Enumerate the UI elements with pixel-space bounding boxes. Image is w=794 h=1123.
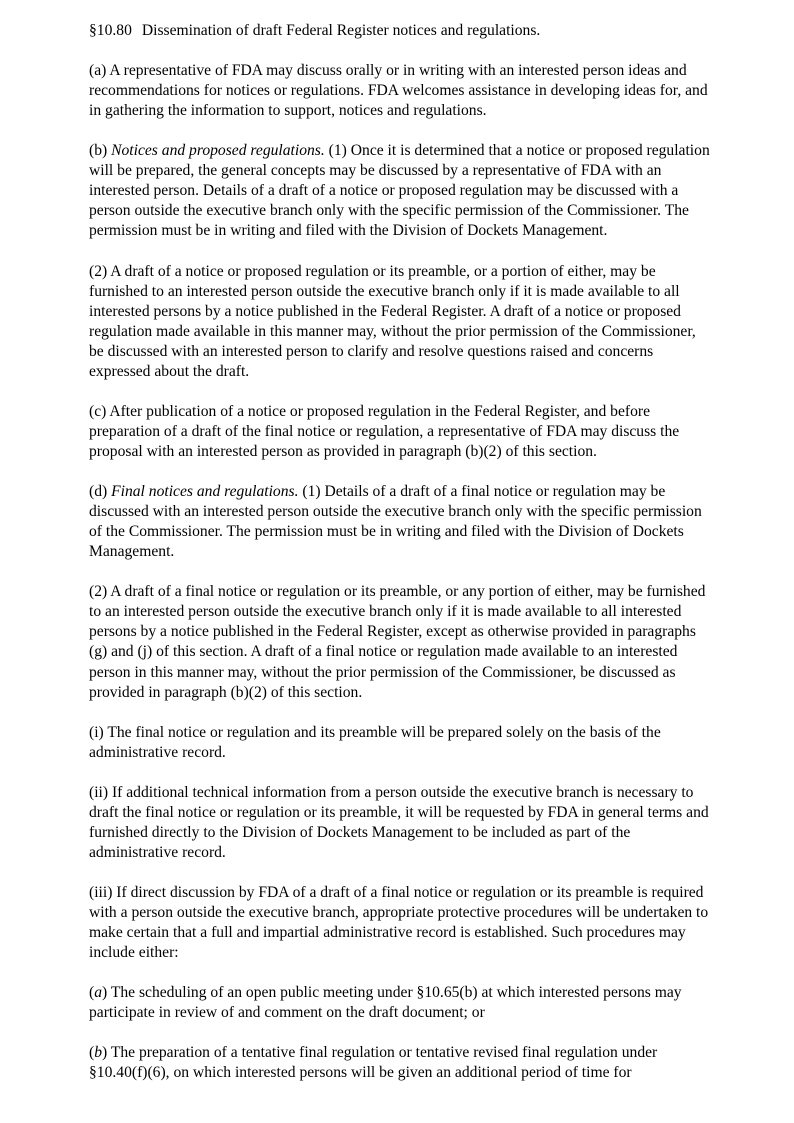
paragraph-sub-a [89,983,713,1023]
paragraph-d-text: (1) Details of a draft of a final notice or regulation may be discussed with an interested person outside the executive branch only with the specific permission of the Commissioner. The permission must be in writing and filed with the Division of Dockets Management. [89,483,702,561]
sub-a-letter: a [94,984,102,1002]
paragraph-b1 [89,141,713,241]
section-title: Dissemination of draft Federal Register notices and regulations. [141,22,541,39]
paragraph-ii: (ii) If additional technical information from a person outside the executive branch is necessary to draft the final notice or regulation or its preamble, it will be requested by FDA in general terms and furnished directly to the Division of Dockets Management to be included as part of the administrative record. [89,783,709,861]
paragraph-iii: (iii) If direct discussion by FDA of a draft of a final notice or regulation or its preamble is required with a person outside the executive branch, appropriate protective procedures will be undertaken to make certain that a full and impartial administrative record is established. Such procedures may include either: [89,884,709,962]
document-page [89,21,713,1104]
section-heading [89,21,713,41]
paragraph-sub-b [89,1043,713,1083]
paragraph-d2: (2) A draft of a final notice or regulation or its preamble, or any portion of either, may be furnished to an interested person outside the executive branch only if it is made available to all interested persons by a notice published in the Federal Register, except as otherwise provided in paragraphs (g) and (j) of this section. A draft of a final notice or regulation made available to an interested person in this manner may, without the prior permission of the Commissioner, be discussed as provided in paragraph (b)(2) of this section. [89,583,706,701]
sub-a-close-paren: ) [102,984,108,1002]
sub-b-open-paren: ( [89,1044,95,1062]
paragraph-a: (a) A representative of FDA may discuss orally or in writing with an interested person ideas and recommendations for notices or regulations. FDA welcomes assistance in developing ideas for, and in gathering the information to support, notices and regulations. [89,62,708,120]
paragraph-d-heading: Final notices and regulations. [111,483,299,501]
paragraph-d-label: (d) [89,483,108,501]
sub-a-text: The scheduling of an open public meeting under §10.65(b) at which interested persons may participate in review of and comment on the draft document; or [89,984,682,1022]
paragraph-b2: (2) A draft of a notice or proposed regulation or its preamble, or a portion of either, may be furnished to an interested person outside the executive branch only if it is made available to all interested persons by a notice published in the Federal Register. A draft of a notice or proposed regulation made available in this manner may, without the prior permission of the Commissioner, be discussed with an interested person to clarify and resolve questions raised and concerns expressed about the draft. [89,262,696,380]
paragraph-b-text: (1) Once it is determined that a notice or proposed regulation will be prepared, the general concepts may be discussed by a representative of FDA with an interested person. Details of a draft of a notice or proposed regulation may be discussed with a person outside the executive branch only with the specific permission of the Commissioner. The permission must be in writing and filed with the Division of Dockets Management. [89,142,710,240]
sub-b-text: The preparation of a tentative final regulation or tentative revised final regulation under §10.40(f)(6), on which interested persons will be given an additional period of time for [89,1044,658,1082]
paragraph-c: (c) After publication of a notice or proposed regulation in the Federal Register, and before preparation of a draft of the final notice or regulation, a representative of FDA may discuss the proposal with an interested person as provided in paragraph (b)(2) of this section. [89,402,680,460]
paragraph-b-label: (b) [89,142,108,160]
paragraph-b-heading: Notices and proposed regulations. [111,142,325,160]
section-number: §10.80 [89,22,132,39]
paragraph-i: (i) The final notice or regulation and its preamble will be prepared solely on the basis of the administrative record. [89,723,661,761]
sub-a-open-paren: ( [89,984,95,1002]
sub-b-close-paren: ) [102,1044,108,1062]
sub-b-letter: b [94,1044,102,1062]
paragraph-d1 [89,482,713,562]
